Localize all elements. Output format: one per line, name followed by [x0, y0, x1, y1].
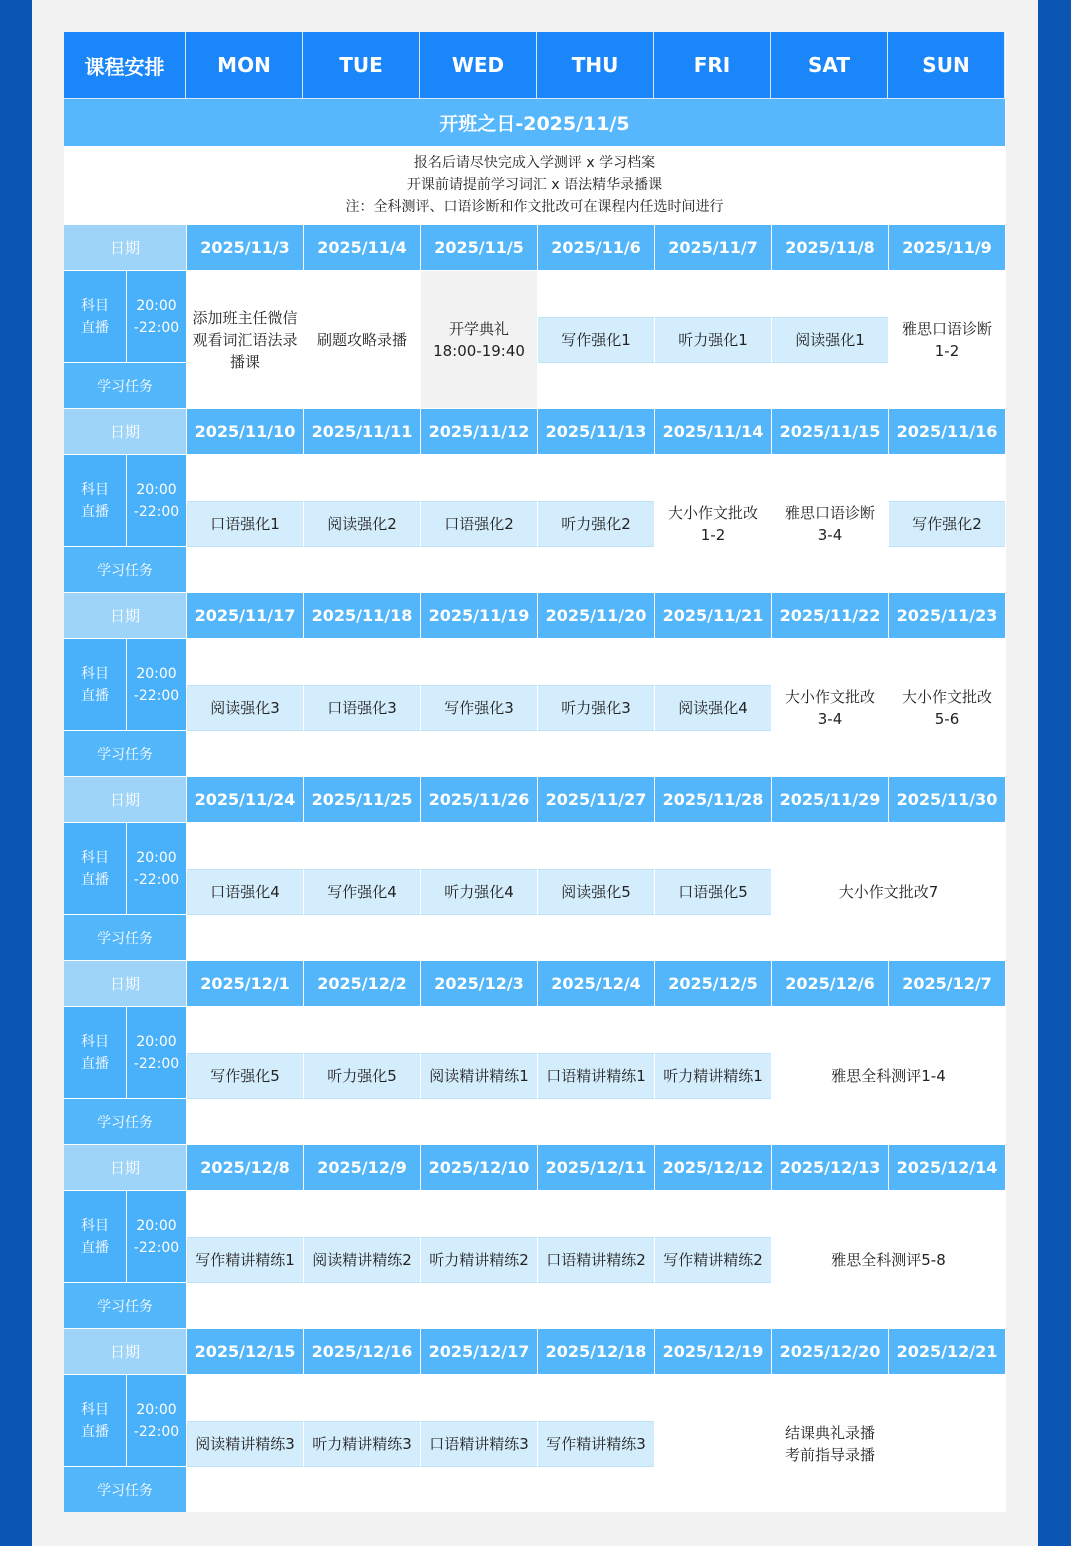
cell-text: 雅思全科测评5-8	[831, 1250, 946, 1269]
course-chip	[889, 501, 1005, 547]
course-cell	[537, 638, 654, 776]
weekend-cell	[771, 1006, 1005, 1144]
course-chip	[538, 685, 654, 731]
date-cell: 2025/11/29	[771, 776, 888, 822]
cell-text: 科目	[81, 1217, 109, 1234]
study-task-label: 学习任务	[64, 546, 186, 592]
date-cell: 2025/11/22	[771, 592, 888, 638]
course-cell	[654, 638, 771, 776]
notes-block	[64, 146, 1005, 224]
course-cell	[186, 822, 303, 960]
date-cell: 2025/12/19	[654, 1328, 771, 1374]
date-cell: 2025/11/5	[420, 224, 537, 270]
date-cell: 2025/12/2	[303, 960, 420, 1006]
subject-live-label	[64, 1374, 126, 1466]
study-task-label: 学习任务	[64, 730, 186, 776]
cell-text: 口语强化2	[444, 514, 514, 533]
weekend-cell	[771, 822, 1005, 960]
cell-text: 写作强化1	[561, 330, 631, 349]
study-task-label: 学习任务	[64, 1282, 186, 1328]
course-chip	[304, 1421, 420, 1467]
live-time-label	[126, 822, 186, 914]
cell-text: 口语强化1	[210, 514, 280, 533]
cell-text: 听力强化3	[561, 698, 631, 717]
cell-text: 直播	[81, 503, 109, 520]
course-cell	[303, 454, 420, 592]
course-chip	[187, 501, 303, 547]
cell-text: 写作精讲精练2	[663, 1250, 763, 1269]
course-chip	[304, 1237, 420, 1283]
cell-text: 听力精讲精练1	[663, 1066, 763, 1085]
cell-text: 阅读强化2	[327, 514, 397, 533]
course-chip	[421, 1237, 537, 1283]
cell-text: 直播	[81, 319, 109, 336]
cell-text: -22:00	[133, 1055, 180, 1072]
course-cell	[303, 1006, 420, 1144]
course-chip	[655, 685, 771, 731]
cell-text: 写作强化3	[444, 698, 514, 717]
date-cell: 2025/12/3	[420, 960, 537, 1006]
cell-text: -22:00	[133, 319, 180, 336]
date-cell: 2025/12/6	[771, 960, 888, 1006]
date-cell: 2025/12/13	[771, 1144, 888, 1190]
cell-text: 大小作文批改	[667, 503, 758, 522]
cell-text: 阅读强化4	[678, 698, 748, 717]
cell-text: 口语精讲精练1	[546, 1066, 646, 1085]
date-cell: 2025/11/16	[888, 408, 1005, 454]
date-cell: 2025/11/10	[186, 408, 303, 454]
cell-text: 阅读精讲精练2	[312, 1250, 412, 1269]
date-cell: 2025/12/12	[654, 1144, 771, 1190]
course-cell	[303, 638, 420, 776]
course-cell	[420, 1190, 537, 1328]
course-cell	[303, 1374, 420, 1512]
course-cell	[420, 454, 537, 592]
date-cell: 2025/11/7	[654, 224, 771, 270]
cell-text: 直播	[81, 1239, 109, 1256]
course-cell	[186, 270, 303, 408]
course-cell	[537, 1006, 654, 1144]
cell-text: 科目	[81, 1033, 109, 1050]
cell-text: 听力强化4	[444, 882, 514, 901]
cell-text: 直播	[81, 871, 109, 888]
course-cell	[888, 270, 1005, 408]
course-chip	[655, 1237, 771, 1283]
cell-text: -22:00	[133, 871, 180, 888]
course-chip	[421, 1421, 537, 1467]
day-header-sun: SUN	[888, 32, 1005, 98]
cell-text: 科目	[81, 1401, 109, 1418]
course-cell	[888, 454, 1005, 592]
date-cell: 2025/11/21	[654, 592, 771, 638]
cell-text: 20:00	[136, 297, 177, 314]
date-cell: 2025/11/25	[303, 776, 420, 822]
course-cell	[303, 1190, 420, 1328]
course-chip	[187, 1421, 303, 1467]
date-cell: 2025/11/15	[771, 408, 888, 454]
cell-text: 口语精讲精练3	[429, 1434, 529, 1453]
date-cell: 2025/12/1	[186, 960, 303, 1006]
cell-text: 雅思口语诊断	[901, 319, 992, 338]
cell-text: 添加班主任微信	[192, 308, 298, 327]
finale-cell	[654, 1374, 1005, 1512]
subject-live-label	[64, 270, 126, 362]
course-chip	[304, 1053, 420, 1099]
opening-banner: 开班之日-2025/11/5	[64, 98, 1005, 146]
cell-text: 听力强化1	[678, 330, 748, 349]
course-chip	[421, 501, 537, 547]
subject-live-label	[64, 454, 126, 546]
cell-text: 写作强化2	[912, 514, 982, 533]
cell-text: 写作强化4	[327, 882, 397, 901]
course-chip	[538, 869, 654, 915]
course-cell	[186, 638, 303, 776]
day-header-thu: THU	[537, 32, 654, 98]
cell-text: 开学典礼	[448, 319, 509, 338]
study-task-label: 学习任务	[64, 914, 186, 960]
date-cell: 2025/12/21	[888, 1328, 1005, 1374]
cell-text: 3-4	[817, 709, 843, 728]
course-chip	[421, 685, 537, 731]
date-cell: 2025/11/6	[537, 224, 654, 270]
course-cell	[420, 1374, 537, 1512]
cell-text: 直播	[81, 1055, 109, 1072]
course-chip	[187, 1237, 303, 1283]
cell-text: 20:00	[136, 481, 177, 498]
date-cell: 2025/12/9	[303, 1144, 420, 1190]
course-cell	[186, 1190, 303, 1328]
live-time-label	[126, 1374, 186, 1466]
cell-text: 阅读强化1	[795, 330, 865, 349]
cell-text: 阅读精讲精练3	[195, 1434, 295, 1453]
course-cell	[420, 638, 537, 776]
date-cell: 2025/12/16	[303, 1328, 420, 1374]
date-cell: 2025/12/15	[186, 1328, 303, 1374]
course-chip	[655, 869, 771, 915]
cell-text: 雅思口语诊断	[784, 503, 875, 522]
course-cell	[537, 270, 654, 408]
cell-text: 写作精讲精练3	[546, 1434, 646, 1453]
course-cell	[771, 454, 888, 592]
course-chip	[304, 685, 420, 731]
course-cell	[654, 822, 771, 960]
cell-text: 科目	[81, 665, 109, 682]
course-chip	[538, 501, 654, 547]
date-row-label: 日期	[64, 960, 186, 1006]
course-chip	[655, 317, 771, 363]
date-row-label: 日期	[64, 1328, 186, 1374]
course-chip	[772, 317, 888, 363]
subject-live-label	[64, 1190, 126, 1282]
cell-text: 阅读强化3	[210, 698, 280, 717]
cell-text: 1-2	[934, 341, 960, 360]
cell-text: 20:00	[136, 1033, 177, 1050]
course-chip	[304, 869, 420, 915]
day-header-tue: TUE	[303, 32, 420, 98]
cell-text: 口语强化3	[327, 698, 397, 717]
live-time-label	[126, 1190, 186, 1282]
date-cell: 2025/12/4	[537, 960, 654, 1006]
note-line: 注：全科测评、口语诊断和作文批改可在课程内任选时间进行	[345, 199, 724, 215]
course-cell	[537, 454, 654, 592]
cell-text: 科目	[81, 297, 109, 314]
live-time-label	[126, 454, 186, 546]
cell-text: 18:00-19:40	[433, 341, 525, 360]
schedule-table	[64, 32, 1006, 1512]
cell-text: 20:00	[136, 1401, 177, 1418]
subject-live-label	[64, 822, 126, 914]
cell-text: 20:00	[136, 665, 177, 682]
cell-text: 20:00	[136, 1217, 177, 1234]
date-cell: 2025/11/27	[537, 776, 654, 822]
cell-text: 写作精讲精练1	[195, 1250, 295, 1269]
cell-text: 阅读强化5	[561, 882, 631, 901]
study-task-label: 学习任务	[64, 1466, 186, 1512]
day-header-sat: SAT	[771, 32, 888, 98]
date-cell: 2025/11/30	[888, 776, 1005, 822]
course-chip	[421, 869, 537, 915]
day-header-wed: WED	[420, 32, 537, 98]
date-cell: 2025/11/12	[420, 408, 537, 454]
date-row-label: 日期	[64, 408, 186, 454]
date-cell: 2025/12/20	[771, 1328, 888, 1374]
course-chip	[538, 1053, 654, 1099]
date-row-label: 日期	[64, 592, 186, 638]
date-row-label: 日期	[64, 1144, 186, 1190]
date-cell: 2025/11/26	[420, 776, 537, 822]
date-cell: 2025/11/19	[420, 592, 537, 638]
course-chip	[538, 1421, 654, 1467]
day-header-mon: MON	[186, 32, 303, 98]
date-cell: 2025/11/18	[303, 592, 420, 638]
date-cell: 2025/12/11	[537, 1144, 654, 1190]
cell-text: 大小作文批改	[901, 687, 992, 706]
course-cell	[654, 270, 771, 408]
course-chip	[538, 1237, 654, 1283]
date-cell: 2025/12/18	[537, 1328, 654, 1374]
date-cell: 2025/11/23	[888, 592, 1005, 638]
cell-text: 20:00	[136, 849, 177, 866]
date-cell: 2025/11/14	[654, 408, 771, 454]
corner-header: 课程安排	[64, 32, 186, 98]
course-cell	[888, 638, 1005, 776]
date-cell: 2025/11/8	[771, 224, 888, 270]
course-cell	[420, 822, 537, 960]
date-cell: 2025/12/5	[654, 960, 771, 1006]
cell-text: 1-2	[700, 525, 726, 544]
cell-text: 大小作文批改	[784, 687, 875, 706]
course-chip	[304, 501, 420, 547]
cell-text: 阅读精讲精练1	[429, 1066, 529, 1085]
date-cell: 2025/12/8	[186, 1144, 303, 1190]
date-cell: 2025/11/17	[186, 592, 303, 638]
course-cell	[303, 822, 420, 960]
course-chip	[187, 685, 303, 731]
live-time-label	[126, 638, 186, 730]
date-row-label: 日期	[64, 224, 186, 270]
cell-text: 口语强化4	[210, 882, 280, 901]
course-chip	[187, 1053, 303, 1099]
course-chip	[655, 1053, 771, 1099]
course-cell	[771, 270, 888, 408]
course-chip	[421, 1053, 537, 1099]
course-cell	[186, 454, 303, 592]
course-cell	[654, 454, 771, 592]
subject-live-label	[64, 638, 126, 730]
study-task-label: 学习任务	[64, 362, 186, 408]
cell-text: 听力强化2	[561, 514, 631, 533]
cell-text: 科目	[81, 481, 109, 498]
cell-text: -22:00	[133, 503, 180, 520]
cell-text: 直播	[81, 687, 109, 704]
course-cell	[186, 1374, 303, 1512]
cell-text: -22:00	[133, 687, 180, 704]
live-time-label	[126, 1006, 186, 1098]
cell-text: 刷题攻略录播	[316, 330, 407, 349]
cell-text: 5-6	[934, 709, 960, 728]
cell-text: 观看词汇语法录	[192, 330, 298, 349]
date-cell: 2025/11/9	[888, 224, 1005, 270]
cell-text: 口语精讲精练2	[546, 1250, 646, 1269]
cell-text: 雅思全科测评1-4	[831, 1066, 946, 1085]
course-cell	[420, 1006, 537, 1144]
date-cell: 2025/11/3	[186, 224, 303, 270]
date-cell: 2025/12/14	[888, 1144, 1005, 1190]
cell-text: 口语强化5	[678, 882, 748, 901]
study-task-label: 学习任务	[64, 1098, 186, 1144]
course-cell	[537, 822, 654, 960]
course-chip	[538, 317, 654, 363]
day-header-fri: FRI	[654, 32, 771, 98]
date-cell: 2025/11/4	[303, 224, 420, 270]
date-cell: 2025/11/28	[654, 776, 771, 822]
note-line: 开课前请提前学习词汇 x 语法精华录播课	[406, 177, 663, 193]
date-cell: 2025/11/11	[303, 408, 420, 454]
cell-text: 科目	[81, 849, 109, 866]
cell-text: 结课典礼录播	[784, 1423, 875, 1442]
course-cell	[537, 1374, 654, 1512]
cell-text: 听力精讲精练2	[429, 1250, 529, 1269]
cell-text: 写作强化5	[210, 1066, 280, 1085]
date-cell: 2025/11/13	[537, 408, 654, 454]
course-cell	[654, 1190, 771, 1328]
date-cell: 2025/11/20	[537, 592, 654, 638]
cell-text: 考前指导录播	[784, 1445, 875, 1464]
live-time-label	[126, 270, 186, 362]
date-cell: 2025/11/24	[186, 776, 303, 822]
cell-text: 听力精讲精练3	[312, 1434, 412, 1453]
cell-text: -22:00	[133, 1239, 180, 1256]
cell-text: 直播	[81, 1423, 109, 1440]
cell-text: -22:00	[133, 1423, 180, 1440]
cell-text: 3-4	[817, 525, 843, 544]
date-row-label: 日期	[64, 776, 186, 822]
course-cell	[537, 1190, 654, 1328]
course-cell	[303, 270, 420, 408]
weekend-cell	[771, 1190, 1005, 1328]
note-line: 报名后请尽快完成入学测评 x 学习档案	[413, 155, 656, 171]
cell-text: 播课	[229, 352, 260, 371]
date-cell: 2025/12/7	[888, 960, 1005, 1006]
course-cell	[186, 1006, 303, 1144]
course-cell	[771, 638, 888, 776]
cell-text: 听力强化5	[327, 1066, 397, 1085]
cell-text: 大小作文批改7	[838, 882, 939, 901]
subject-live-label	[64, 1006, 126, 1098]
course-cell	[654, 1006, 771, 1144]
date-cell: 2025/12/17	[420, 1328, 537, 1374]
course-cell	[420, 270, 537, 408]
course-chip	[187, 869, 303, 915]
date-cell: 2025/12/10	[420, 1144, 537, 1190]
